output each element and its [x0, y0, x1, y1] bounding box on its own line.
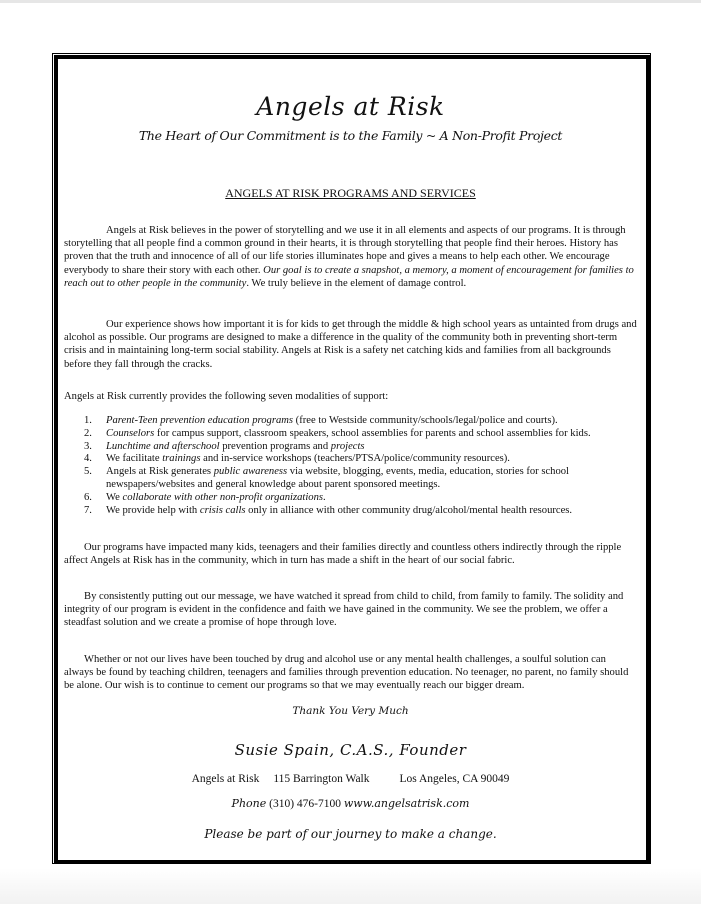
item-text: (free to Westside community/schools/legal/police and courts). — [293, 415, 558, 426]
paragraph-text: Our programs have impacted many kids, teenagers and their families directly and countless others indirectly through the ripple affect Angels at Risk has in the community, which in turn has made a shift in the heart of our social fabric. — [64, 542, 622, 567]
tagline: The Heart of Our Commitment is to the Family ~ A Non-Profit Project — [138, 128, 563, 143]
phone-label: Phone — [231, 797, 267, 810]
item-emphasis: projects — [330, 440, 365, 452]
item-text: prevention programs and — [219, 440, 331, 452]
item-text: Angels at Risk generates — [106, 466, 214, 478]
item-emphasis: Counselors — [106, 427, 155, 439]
paragraph-text: Whether or not our lives have been touched by drug and alcohol use or any mental health challenges, a soulful solution can always be found by teaching children, teenagers and families through prevention education. No teenager, no parent, no family should be alone. Our wish is to continue to cement our programs so that we may eventually reach our bigger dream. — [64, 654, 629, 692]
call-to-action: Please be part of our journey to make a change. — [204, 827, 497, 841]
modalities-intro: Angels at Risk currently provides the following seven modalities of support: — [64, 391, 389, 402]
top-strip — [0, 0, 701, 3]
paragraph-text: By consistently putting out our message, we have watched it spread from child to child, from family to family. The solidity and integrity of our program is evident in the confidence and faith we have gained in the community. We see the problem, we offer a steadfast solution and we create a promise of hope through love. — [64, 591, 624, 629]
address-street: 115 Barrington Walk — [273, 773, 370, 785]
paragraph-wish — [64, 653, 637, 693]
item-emphasis: Parent-Teen prevention education programs — [106, 415, 294, 426]
org-title: Angels at Risk — [256, 92, 445, 121]
list-item — [84, 428, 637, 441]
list-number: 4. — [84, 453, 92, 465]
paragraph-text: Our experience shows how important it is for kids to get through the middle & high school years as untainted from drugs and alcohol as possible. Our programs are designed to make a difference in the quality of the community both in preventing short-term crisis and in maintaining long-term social stability. Angels at Risk is a safety net catching kids and families from all backgrounds before they fall through the cracks. — [64, 319, 637, 370]
paragraph-emphasis: Our goal is to create a snapshot, a memory, a moment of encouragement for families to reach out to other people in the community — [64, 264, 634, 289]
item-text: only in alliance with other community drug/alcohol/mental health resources. — [245, 504, 573, 516]
item-text: . — [323, 491, 326, 503]
item-text: We provide help with — [106, 504, 200, 516]
list-item — [84, 415, 637, 428]
list-number: 3. — [84, 440, 92, 452]
paragraph-text: Angels at Risk believes in the power of storytelling and we use it in all elements and aspects of our programs. It is through storytelling that all people find a common ground in their hearts, it is through storytelling that people find their heroes. History has proven that the truth and innocence of all of our life stories illuminates hope and gives a means to help each other. We encourage everybody to share their story with each other. — [64, 225, 626, 276]
modalities-list — [84, 415, 637, 517]
item-emphasis: trainings — [162, 453, 201, 465]
phone-number: (310) 476-7100 — [269, 798, 341, 810]
list-item — [84, 441, 637, 454]
list-item — [84, 492, 637, 505]
paragraph-impact — [64, 541, 637, 567]
item-emphasis: collaborate with other non-profit organizations — [122, 491, 324, 503]
item-emphasis: public awareness — [213, 466, 288, 478]
address-org: Angels at Risk — [191, 773, 260, 785]
website-link[interactable]: www.angelsatrisk.com — [343, 797, 470, 810]
list-item — [84, 466, 637, 492]
paragraph-experience — [64, 318, 637, 371]
list-number: 2. — [84, 427, 92, 439]
paragraph-text: . We truly believe in the element of damage control. — [246, 277, 467, 289]
section-heading: ANGELS AT RISK PROGRAMS AND SERVICES — [225, 186, 476, 200]
item-text: We facilitate — [106, 453, 163, 465]
item-text: for campus support, classroom speakers, school assemblies for parents and school assemblies for kids. — [154, 427, 591, 439]
item-text: We — [106, 491, 123, 503]
item-emphasis: Lunchtime and afterschool — [106, 440, 220, 452]
paragraph-storytelling — [64, 224, 637, 290]
item-text: via website, blogging, events, media, education, stories for school newspapers/websites and general knowledge about parent sponsored meetings. — [106, 466, 570, 490]
list-number: 1. — [84, 415, 92, 426]
item-emphasis: crisis calls — [199, 504, 246, 516]
paragraph-message — [64, 590, 637, 630]
thank-you-line: Thank You Very Much — [292, 705, 409, 717]
address-city: Los Angeles, CA 90049 — [399, 773, 510, 785]
contact-line — [64, 797, 637, 810]
list-item — [84, 505, 637, 518]
list-item — [84, 453, 637, 466]
item-text: and in-service workshops (teachers/PTSA/police/community resources). — [200, 453, 510, 465]
list-number: 5. — [84, 466, 92, 478]
founder-signature: Susie Spain, C.A.S., Founder — [234, 741, 467, 759]
list-number: 7. — [84, 504, 92, 516]
address-line — [64, 773, 637, 785]
list-number: 6. — [84, 491, 92, 503]
